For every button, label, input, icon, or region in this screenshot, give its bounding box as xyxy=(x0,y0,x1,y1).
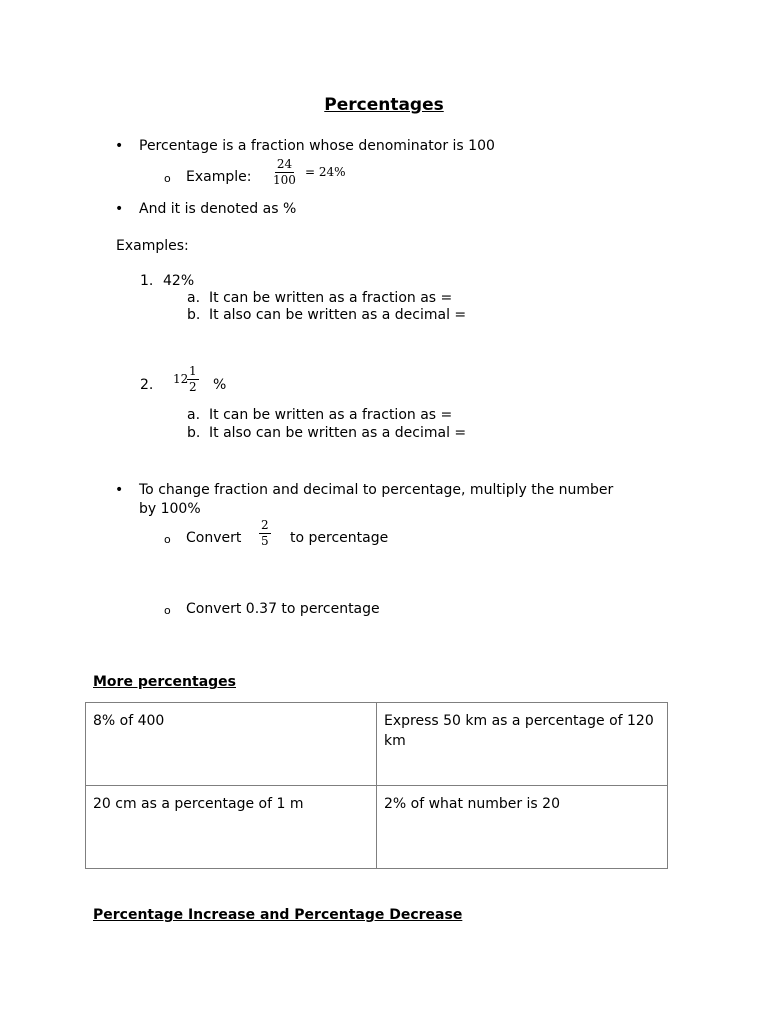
example2-fraction xyxy=(187,364,199,395)
definition-text: Percentage is a fraction whose denominator is 100 xyxy=(139,138,495,154)
page-title: Percentages xyxy=(324,95,444,115)
example-fraction xyxy=(271,157,298,188)
example2-percent: % xyxy=(213,377,227,393)
example-result: = 24% xyxy=(305,165,346,179)
example1-number: 1. xyxy=(140,273,154,289)
table-row xyxy=(86,703,668,786)
example1-a-marker: a. xyxy=(187,290,201,306)
table-cell: 20 cm as a percentage of 1 m xyxy=(86,786,377,869)
bullet-icon: • xyxy=(115,138,124,154)
circle-bullet-icon: o xyxy=(164,172,171,185)
table-cell: Express 50 km as a percentage of 120 km xyxy=(377,703,668,786)
example-label: Example: xyxy=(186,169,252,185)
fraction-numerator: 24 xyxy=(276,157,293,171)
convert1-fraction xyxy=(259,518,271,549)
table-cell: 8% of 400 xyxy=(86,703,377,786)
circle-bullet-icon: o xyxy=(164,533,171,546)
more-percentages-table xyxy=(85,702,668,869)
table-cell: 2% of what number is 20 xyxy=(377,786,668,869)
examples-heading: Examples: xyxy=(116,238,189,254)
example2-number: 2. xyxy=(140,377,154,393)
convert-instruction-line1: To change fraction and decimal to percentage, multiply the number xyxy=(139,482,614,498)
example1-a-text: It can be written as a fraction as = xyxy=(209,290,453,306)
circle-bullet-icon: o xyxy=(164,604,171,617)
fraction-denominator: 2 xyxy=(189,380,197,394)
convert2-text: Convert 0.37 to percentage xyxy=(186,601,380,617)
example1-b-marker: b. xyxy=(187,307,201,323)
fraction-denominator: 5 xyxy=(261,534,269,548)
example2-b-text: It also can be written as a decimal = xyxy=(209,425,467,441)
increase-decrease-heading: Percentage Increase and Percentage Decrease xyxy=(93,907,463,923)
example2-whole: 12 xyxy=(173,372,189,386)
more-percentages-heading: More percentages xyxy=(93,674,236,690)
fraction-denominator: 100 xyxy=(273,173,296,187)
convert-instruction-line2: by 100% xyxy=(139,501,201,517)
convert1-suffix: to percentage xyxy=(290,530,389,546)
example2-a-marker: a. xyxy=(187,407,201,423)
fraction-numerator: 2 xyxy=(261,518,269,532)
fraction-numerator: 1 xyxy=(189,364,197,378)
bullet-icon: • xyxy=(115,201,124,217)
convert1-label: Convert xyxy=(186,530,242,546)
example2-b-marker: b. xyxy=(187,425,201,441)
example2-a-text: It can be written as a fraction as = xyxy=(209,407,453,423)
example1-value: 42% xyxy=(163,273,195,289)
denoted-text: And it is denoted as % xyxy=(139,201,297,217)
table-row xyxy=(86,786,668,869)
example1-b-text: It also can be written as a decimal = xyxy=(209,307,467,323)
bullet-icon: • xyxy=(115,482,124,498)
